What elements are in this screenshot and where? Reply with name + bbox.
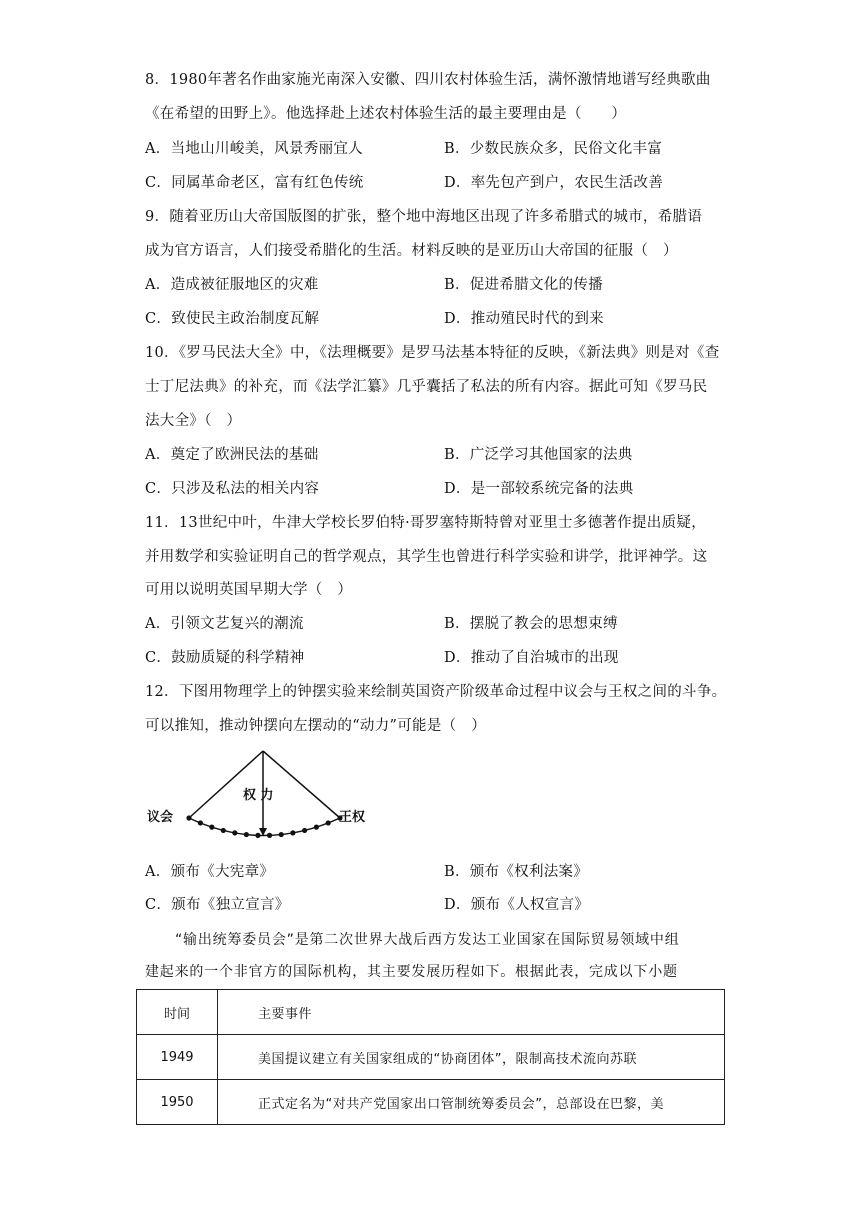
q12-stem-line-2: 可以推知，推动钟摆向左摆动的“动力”可能是（ ） xyxy=(145,718,487,734)
q9-option-c[interactable]: C．致使民主政治制度瓦解 xyxy=(145,311,320,327)
pendulum-diagram xyxy=(145,748,380,853)
q11-option-b[interactable]: B．摆脱了教会的思想束缚 xyxy=(444,616,618,632)
intro-line-2: 建起来的一个非官方的国际机构，其主要发展历程如下。根据此表，完成以下小题 xyxy=(145,964,678,980)
q8-option-b[interactable]: B．少数民族众多，民俗文化丰富 xyxy=(444,141,663,157)
q11-option-a[interactable]: A．引领文艺复兴的潮流 xyxy=(145,616,304,632)
arc-dot xyxy=(255,833,260,838)
q9-option-a[interactable]: A．造成被征服地区的灾难 xyxy=(145,277,319,293)
q10-option-a[interactable]: A．奠定了欧洲民法的基础 xyxy=(145,447,319,463)
arc-dot xyxy=(244,832,249,837)
table-row xyxy=(137,1035,725,1080)
q11-stem-line-2: 并用数学和实验证明自己的哲学观点，其学生也曾进行科学实验和讲学，批评神学。这 xyxy=(145,549,708,565)
q9-option-b[interactable]: B．促进希腊文化的传播 xyxy=(444,277,603,293)
q12-option-a[interactable]: A．颁布《大宪章》 xyxy=(145,864,275,880)
row-event: 正式定名为“对共产党国家出口管制统筹委员会”，总部设在巴黎，美 xyxy=(218,1080,725,1125)
q10-option-b[interactable]: B．广泛学习其他国家的法典 xyxy=(444,447,633,463)
arc-dot xyxy=(267,833,272,838)
q8-stem-line-2: 《在希望的田野上》。他选择赴上述农村体验生活的最主要理由是（ ） xyxy=(145,106,627,122)
q8-option-c[interactable]: C．同属革命老区，富有红色传统 xyxy=(145,175,364,191)
arc-dot xyxy=(232,830,237,835)
q11-stem-line-3: 可用以说明英国早期大学（ ） xyxy=(145,582,353,598)
q8-option-a[interactable]: A．当地山川峻美，风景秀丽宜人 xyxy=(145,141,363,157)
q11-option-c[interactable]: C．鼓励质疑的科学精神 xyxy=(145,650,305,666)
q9-stem-line-1: 9．随着亚历山大帝国版图的扩张，整个地中海地区出现了许多希腊式的城市，希腊语 xyxy=(145,209,703,225)
arc-dot xyxy=(290,830,295,835)
right-string xyxy=(263,751,340,818)
table-row xyxy=(137,1080,725,1125)
q12-option-c[interactable]: C．颁布《独立宣言》 xyxy=(145,897,290,913)
q10-stem-line-1: 10．《罗马民法大全》中，《法理概要》是罗马法基本特征的反映，《新法典》则是对《查 xyxy=(145,345,720,361)
events-table xyxy=(136,989,725,1125)
q10-stem-line-3: 法大全》（ ） xyxy=(145,413,242,429)
q9-stem-line-2: 成为官方语言，人们接受希腊化的生活。材料反映的是亚历山大帝国的征服（ ） xyxy=(145,243,678,259)
row-year: 1950 xyxy=(137,1080,218,1125)
header-time: 时间 xyxy=(137,990,218,1035)
q11-stem-line-1: 11．13世纪中叶，牛津大学校长罗伯特·哥罗塞特斯特曾对亚里士多德著作提出质疑， xyxy=(145,515,707,531)
arc-dot xyxy=(326,820,331,825)
table-header-row xyxy=(137,990,725,1035)
q8-option-d[interactable]: D．率先包产到户，农民生活改善 xyxy=(444,175,664,191)
q12-stem-line-1: 12．下图用物理学上的钟摆实验来绘制英国资产阶级革命过程中议会与王权之间的斗争。 xyxy=(145,684,727,700)
arc-dot xyxy=(198,820,203,825)
arc-dot xyxy=(302,828,307,833)
arc-dot xyxy=(209,825,214,830)
intro-line-1: “输出统筹委员会”是第二次世界大战后西方发达工业国家在国际贸易领域中组 xyxy=(175,932,680,948)
q10-option-d[interactable]: D．是一部较系统完备的法典 xyxy=(444,481,634,497)
q11-option-d[interactable]: D．推动了自治城市的出现 xyxy=(444,650,619,666)
diagram-label-power: 权 力 xyxy=(243,788,274,803)
q8-stem-line-1: 8．1980年著名作曲家施光南深入安徽、四川农村体验生活，满怀激情地谱写经典歌曲 xyxy=(145,72,711,88)
row-year: 1949 xyxy=(137,1035,218,1080)
arc-dot xyxy=(314,825,319,830)
header-event: 主要事件 xyxy=(218,990,725,1035)
q10-stem-line-2: 士丁尼法典》的补充，而《法学汇纂》几乎囊括了私法的所有内容。据此可知《罗马民 xyxy=(145,379,708,395)
q10-option-c[interactable]: C．只涉及私法的相关内容 xyxy=(145,481,320,497)
row-event: 美国提议建立有关国家组成的“协商团体”，限制高技术流向苏联 xyxy=(218,1035,725,1080)
q12-option-d[interactable]: D．颁布《人权宣言》 xyxy=(444,897,590,913)
diagram-label-parliament: 议会 xyxy=(147,810,174,825)
q12-option-b[interactable]: B．颁布《权利法案》 xyxy=(444,864,589,880)
arc-dot xyxy=(186,815,191,820)
arc-dot xyxy=(221,828,226,833)
q9-option-d[interactable]: D．推动殖民时代的到来 xyxy=(444,311,604,327)
arc-dot xyxy=(279,832,284,837)
diagram-label-crown: 王权 xyxy=(339,810,366,825)
